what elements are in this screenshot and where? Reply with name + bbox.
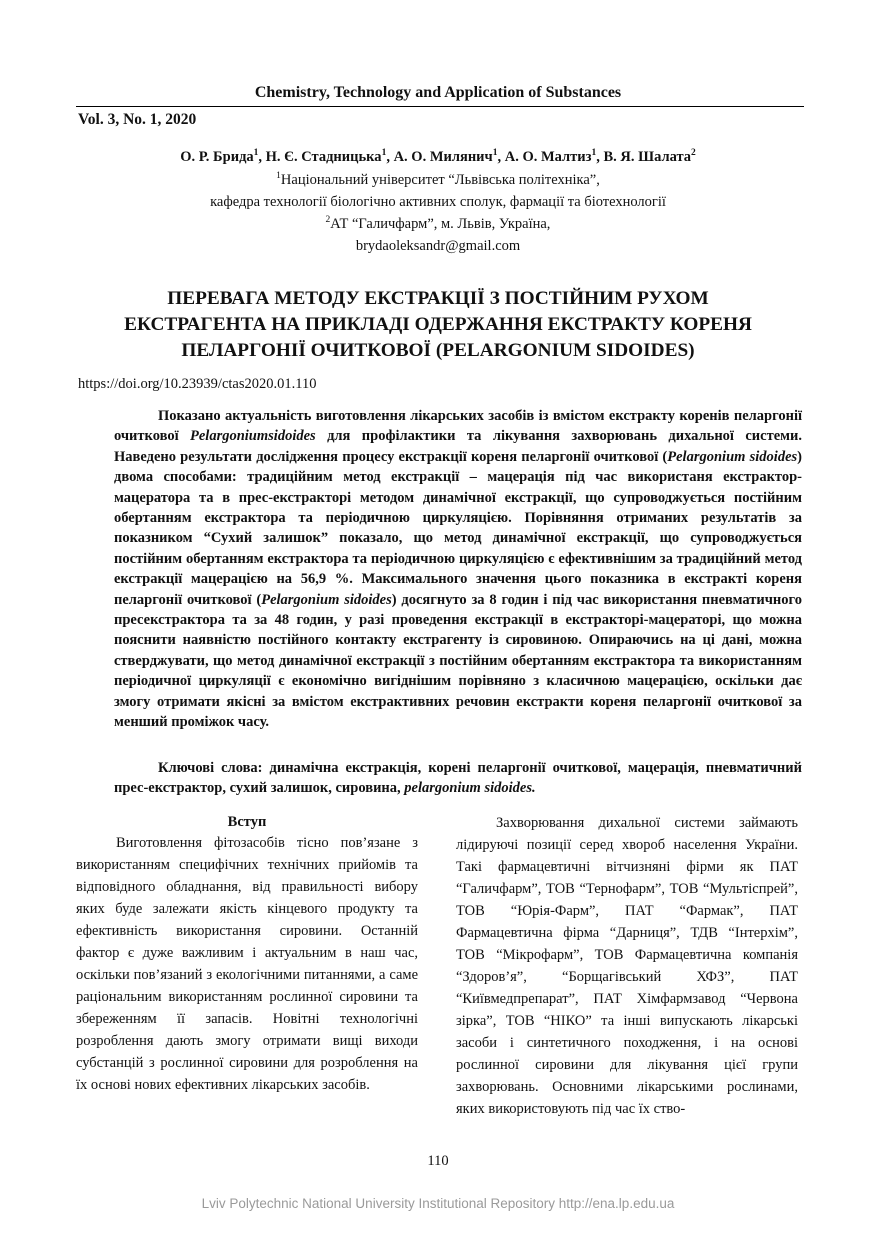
affiliation-sup: 1: [276, 171, 281, 182]
author-sup: 2: [691, 148, 696, 159]
page-number: 110: [427, 1153, 449, 1169]
author-sup: 1: [591, 148, 597, 159]
author-sup: 1: [253, 148, 259, 159]
abstract-text: для профілактики та лікування захворювань дихальної системи. Наведено результати дослідження процесу екстракції кореня пеларгонії очиткової (: [114, 428, 802, 465]
volume-info: Vol. 3, No. 1, 2020: [78, 111, 197, 128]
contact-email[interactable]: brydaoleksandr@gmail.com: [355, 238, 521, 254]
author-sup: 1: [492, 148, 498, 159]
keywords-text: Ключові слова: динамічна екстракція, корені пеларгонії очиткової, мацерація, пневматичний прес-екстрактор, сухий залишок, сировина,: [114, 760, 802, 797]
author-list: О. Р. Брида$^1$, Н. Є. Стадницька$^1$, А. О. Милянич$^1$, А. О. Малтиз$^1$, В. Я. Шалата$^2$: [180, 148, 696, 165]
author-sup: 1: [381, 148, 387, 159]
body-paragraph: Виготовлення фітозасобів тісно пов’язане з використанням специфічних технічних прийомів та відповідного обладнання, від правильності вибору яких буде залежати якість кінцевого продукту та ефективність використання сировини. Останній фактор є дуже важливим і актуальним в наш час, оскільки пов’язаний з екологічними питаннями, а саме раціональним використанням рослинної сировини та збереженням її запасів. Новітні технологічні розроблення дають змогу отримати вищі виходи субстанцій з рослинної сировини для розроблення на їх основі нових ефективних лікарських засобів.: [76, 835, 418, 1093]
affiliation-text: АТ “Галичфарм”, м. Львів, Україна,: [330, 216, 551, 232]
body-paragraph: Захворювання дихальної системи займають лідируючі позиції серед хвороб населення України. Такі фармацевтичні вітчизняні фірми як ПАТ “Галичфарм”, ТОВ “Тернофарм”, ТОВ “Мультіспрей”, ТОВ “Юрія-Фарм”, ПАТ “Фармак”, ПАТ Фармацевтична фірма “Дарниця”, ТДВ “Інтерхім”, ТОВ “Мікрофарм”, ТОВ Фармацевтична компанія “Здоров’я”, “Борщагівський ХФЗ”, ПАТ “Київмедпрепарат”, ПАТ Хімфармзавод “Червона зірка”, ТОВ “НІКО” та інші випускають лікарські засоби і синтетичного походження, і на основі рослинної сировини для лікування цієї групи захворювань. Основними лікарськими рослинами, яких використовують під час їх ство-: [456, 815, 798, 1117]
affiliation-2: [0, 216, 876, 233]
abstract-text: ) досягнуто за 8 годин і під час використання пневматичного пресекстрактора та за 48 годин, у разі проведення екстракції в екстракторі-мацераторі, що можна пояснити наявністю постійного контакту екстрагенту із сировиною. Опираючись на ці дані, можна стверджувати, що метод динамічної екстракції з постійним обертанням екстрактора та використанням періодичної циркуляції є економічно вигіднішим порівняно з класичною мацерацією, оскільки дає змогу отримати якісні за вмістом екстрактивних речовин екстракти кореня пеларгонії очиткової за менший проміжок часу.: [114, 591, 802, 731]
affiliation-1-line-1: [0, 172, 876, 189]
keywords-italic: pelargonium sidoides.: [404, 780, 536, 797]
journal-title: Chemistry, Technology and Application of Substances: [254, 84, 622, 101]
header-rule: [76, 106, 804, 107]
affiliation-1-line-2: кафедра технології біологічно активних сполук, фармації та біотехнології: [210, 194, 666, 210]
author-name: А. О. Милянич: [393, 149, 493, 165]
body-column-right: [456, 812, 798, 1120]
affiliation-text: Національний університет “Львівська політехніка”,: [280, 172, 600, 188]
affiliation-sup: 2: [325, 215, 331, 226]
abstract-italic: Pelargoniumsidoides: [190, 428, 316, 445]
author-name: О. Р. Брида: [180, 149, 254, 165]
repository-footer: Lviv Polytechnic National University Institutional Repository http://ena.lp.edu.ua: [201, 1196, 675, 1211]
title-line: ПЕЛАРГОНІЇ ОЧИТКОВОЇ (PELARGONIUM SIDOIDES): [181, 340, 695, 361]
doi-link[interactable]: https://doi.org/10.23939/ctas2020.01.110: [78, 376, 317, 392]
author-name: А. О. Малтиз: [504, 149, 592, 165]
abstract-text: Показано актуальність виготовлення лікарських засобів із вмістом екстракту коренів пеларгонії очиткової: [114, 408, 802, 445]
abstract-text: ) двома способами: традиційним метод екстракції – мацерація під час використаня екстрактор-мацератора та в прес-екстракторі методом динамічної екстракції, що супроводжується постійним обертанням екстрактора та періодичною циркуляцією. Порівняння отриманих результатів за показником “Сухий залишок” показало, що метод динамічної екстракції, що супроводжується постійним обертанням екстрактора та періодичною циркуляцією є ефективнішим за традиційний метод екстракції мацерацією на 56,9 %. Максимального значення цього показника в екстракті кореня пеларгонії очиткової (: [114, 448, 802, 608]
author-name: В. Я. Шалата: [603, 149, 692, 165]
author-name: Н. Є. Стадницька: [265, 149, 382, 165]
title-line: ПЕРЕВАГА МЕТОДУ ЕКСТРАКЦІЇ З ПОСТІЙНИМ РУХОМ: [167, 288, 709, 309]
section-heading: Вступ: [227, 814, 267, 830]
article-title: [90, 286, 786, 364]
body-column-left: [76, 812, 418, 1096]
abstract-italic: Pelargonium sidoides: [261, 591, 392, 608]
keywords: [114, 758, 802, 799]
abstract: [114, 406, 802, 733]
title-line: ЕКСТРАГЕНТА НА ПРИКЛАДІ ОДЕРЖАННЯ ЕКСТРАКТУ КОРЕНЯ: [124, 314, 752, 335]
abstract-italic: Pelargonium sidoides: [667, 448, 798, 465]
